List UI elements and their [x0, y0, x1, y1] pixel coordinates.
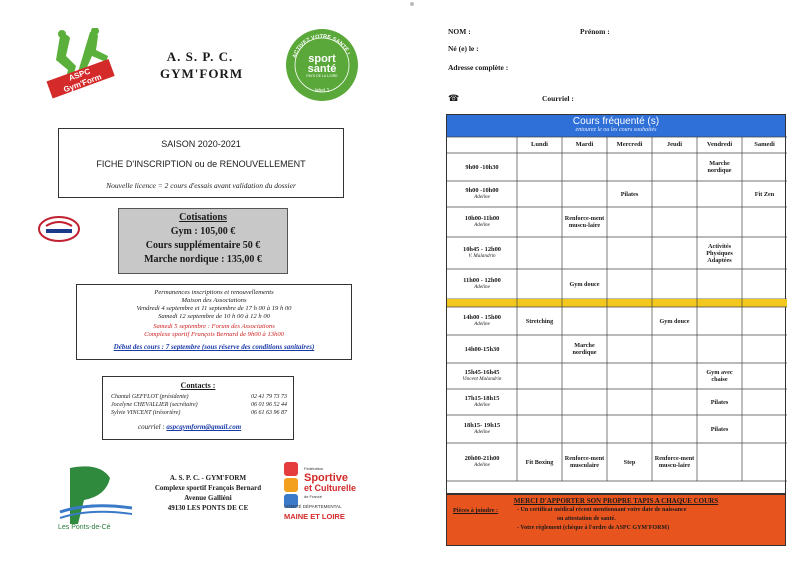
badge-arc-text: ACTIVEZ VOTRE SANTÉ !	[291, 33, 351, 59]
empty-cell	[698, 335, 741, 363]
course-cell[interactable]: Pilates	[710, 425, 729, 433]
sport-sante-badge	[285, 28, 359, 102]
adresse-field[interactable]	[516, 71, 776, 72]
empty-cell	[743, 389, 786, 415]
empty-cell	[518, 207, 561, 237]
time-slot	[447, 335, 517, 363]
address-line: 49130 LES PONTS DE CE	[167, 504, 249, 512]
empty-cell	[698, 269, 741, 299]
empty-cell	[653, 415, 696, 443]
time-label: 18h15- 19h15	[463, 422, 501, 429]
empty-cell	[518, 237, 561, 269]
prenom-label: Prénom :	[580, 27, 610, 36]
course-cell[interactable]: Renforce-ment muscu-laire	[654, 455, 695, 469]
cotisation-gym: Gym : 105,00 €	[170, 226, 236, 237]
time-label: 9h00 -10h30	[465, 163, 499, 171]
gymform-logo-text: ASPC Gym'Form	[62, 66, 103, 95]
empty-cell	[653, 335, 696, 363]
ffsc-line2: Sportive	[304, 472, 349, 484]
cotisations-title: Cotisations	[179, 212, 227, 223]
telephone-field[interactable]	[462, 101, 532, 102]
empty-cell	[608, 153, 651, 181]
season-title: SAISON 2020-2021	[161, 139, 241, 149]
course-cell[interactable]: Fit Boxing	[525, 458, 554, 466]
contact-name: Chantal GEFFLOT (présidente)	[111, 394, 189, 400]
empty-cell	[653, 153, 696, 181]
empty-cell	[608, 237, 651, 269]
gymform-logo	[40, 28, 120, 110]
empty-cell	[653, 269, 696, 299]
contact-row	[111, 410, 287, 416]
empty-cell	[563, 237, 606, 269]
contact-phone: 06 01 96 52 44	[251, 402, 287, 408]
licence-note: Nouvelle licence = 2 cours d'essais avant validation du dossier	[106, 181, 296, 190]
time-label: 9h00 -10h00	[465, 187, 499, 194]
address-line: A. S. P. C. - GYM'FORM	[169, 474, 247, 482]
empty-cell	[608, 363, 651, 389]
empty-cell	[743, 443, 786, 481]
instructor-label: Vincent Malandrin	[462, 376, 502, 382]
address-line: Avenue Galliéni	[184, 494, 232, 502]
time-label: 17h15-18h15	[464, 395, 500, 402]
course-cell[interactable]: Marche nordique	[572, 342, 597, 356]
pieces-label: Pièces à joindre :	[453, 507, 499, 514]
day-header-samedi: Samedi	[754, 141, 775, 148]
ponts-de-ce-label: Les Ponts-de-Cé	[58, 524, 111, 531]
pieces-line: ou attestation de santé.	[557, 516, 616, 522]
course-cell[interactable]: Stretching	[525, 317, 554, 325]
day-header-jeudi: Jeudi	[666, 141, 683, 148]
club-title-line1: A. S. P. C.	[166, 49, 234, 64]
footer-box	[446, 494, 786, 546]
time-label: 10h45 - 12h00	[463, 246, 501, 253]
course-cell[interactable]: Gym douce	[659, 317, 690, 325]
course-cell[interactable]: Activités Physiques Adaptées	[706, 242, 733, 264]
empty-cell	[743, 307, 786, 335]
time-label: 11h00 - 12h00	[463, 277, 501, 284]
empty-cell	[563, 415, 606, 443]
empty-cell	[653, 181, 696, 207]
badge-label: label 1	[314, 88, 330, 94]
prenom-field[interactable]	[616, 35, 766, 36]
contact-row	[111, 394, 287, 400]
empty-cell	[518, 153, 561, 181]
page-dot	[410, 2, 414, 6]
empty-cell	[743, 363, 786, 389]
telephone-icon: ☎	[448, 93, 460, 103]
empty-cell	[698, 207, 741, 237]
day-header-vendredi: Vendredi	[706, 141, 733, 148]
ffsc-dept: MAINE ET LOIRE	[284, 512, 345, 521]
perm-line: Permanences inscriptions et renouvellements	[154, 289, 274, 296]
footer-title: MERCI D'APPORTER SON PROPRE TAPIS A CHAQUE COURS	[513, 497, 719, 505]
empty-cell	[518, 269, 561, 299]
cotisation-marche: Marche nordique : 135,00 €	[144, 254, 262, 265]
perm-line: Vendredi 4 septembre et 11 septembre de 17 h 00 à 19 h 00	[136, 305, 292, 312]
perm-forum: Samedi 5 septembre : Forum des Associations	[153, 323, 275, 330]
empty-cell	[563, 181, 606, 207]
instructor-label: Adeline	[474, 402, 490, 408]
ne-le-label: Né (e) le :	[448, 44, 479, 53]
time-label: 15h45-16h45	[464, 369, 500, 376]
empty-cell	[743, 237, 786, 269]
federation-badge-icon	[38, 216, 80, 242]
instructor-label: Adeline	[474, 222, 490, 228]
empty-cell	[608, 335, 651, 363]
empty-cell	[608, 389, 651, 415]
day-header-mercredi: Mercredi	[616, 141, 643, 148]
courriel-label: courriel :	[138, 423, 165, 431]
empty-cell	[608, 307, 651, 335]
empty-cell	[743, 415, 786, 443]
midday-separator	[447, 299, 787, 307]
courriel-link[interactable]: aspcgymform@gmail.com	[166, 423, 242, 431]
instructor-label: Adeline	[474, 429, 490, 435]
ne-le-field[interactable]	[482, 52, 602, 53]
schedule-title: Cours fréquenté (s)	[572, 116, 660, 127]
course-cell[interactable]: Pilates	[710, 398, 729, 406]
instructor-label: Adeline	[474, 284, 490, 290]
time-slot	[447, 207, 517, 237]
time-slot	[447, 389, 517, 415]
time-label: 14h00 - 15h00	[463, 314, 501, 321]
empty-cell	[698, 181, 741, 207]
course-cell[interactable]: Step	[623, 458, 636, 466]
time-slot	[447, 269, 517, 299]
ffsc-logo	[282, 462, 380, 526]
empty-cell	[608, 269, 651, 299]
courriel-line	[138, 423, 298, 431]
empty-cell	[653, 363, 696, 389]
time-slot	[447, 307, 517, 335]
course-cell[interactable]: Fit Zen	[754, 190, 775, 198]
schedule-subtitle: entourez le ou les cours souhaités	[575, 127, 657, 133]
empty-cell	[743, 207, 786, 237]
empty-cell	[653, 207, 696, 237]
empty-cell	[608, 207, 651, 237]
empty-cell	[518, 335, 561, 363]
empty-cell	[653, 389, 696, 415]
empty-cell	[698, 443, 741, 481]
time-label: 10h00-11h00	[464, 215, 500, 222]
time-slot	[447, 153, 517, 181]
courriel-form-field[interactable]	[578, 102, 778, 103]
empty-cell	[743, 153, 786, 181]
empty-cell	[563, 153, 606, 181]
pieces-line: - Un certificat médical récent mentionnant votre date de naissance	[517, 507, 687, 513]
contact-phone: 02 41 79 73 73	[251, 394, 287, 400]
contact-row	[111, 402, 287, 408]
address-line: Complexe sportif François Bernard	[154, 484, 262, 492]
empty-cell	[563, 389, 606, 415]
empty-cell	[518, 389, 561, 415]
instructor-label: Adeline	[474, 194, 490, 200]
empty-cell	[653, 237, 696, 269]
contacts-title: Contacts :	[180, 381, 216, 390]
empty-cell	[518, 181, 561, 207]
ponts-de-ce-logo	[56, 462, 136, 526]
badge-region: PAYS DE LA LOIRE	[306, 74, 338, 78]
time-slot	[447, 415, 517, 443]
time-label: 20h00-21h00	[464, 455, 500, 462]
ffsc-line3: et Culturelle	[304, 483, 357, 493]
instructor-label: Adeline	[474, 462, 490, 468]
course-cell[interactable]: Marche nordique	[707, 160, 732, 174]
time-label: 14h00-15h30	[464, 345, 500, 353]
course-cell[interactable]: Gym douce	[569, 280, 600, 288]
courriel-form-label: Courriel :	[542, 94, 574, 103]
season-box	[58, 128, 344, 198]
empty-cell	[608, 415, 651, 443]
perm-line: Samedi 12 septembre de 10 h 00 à 12 h 00	[158, 313, 270, 320]
time-slot	[447, 443, 517, 481]
pieces-line: - Votre règlement (chèque à l'ordre de ASPC GYM'FORM)	[517, 525, 670, 531]
ffsc-comite: COMITÉ DÉPARTEMENTAL	[284, 504, 342, 509]
contact-name: Sylvie VINCENT (trésorière)	[111, 410, 181, 416]
badge-line1: sport	[308, 53, 336, 65]
nom-field[interactable]	[470, 35, 570, 36]
time-slot	[447, 363, 517, 389]
ffsc-line1: Fédération	[304, 466, 324, 471]
fiche-title: FICHE D'INSCRIPTION ou de RENOUVELLEMENT	[96, 159, 306, 169]
course-cell[interactable]: Pilates	[620, 190, 639, 198]
course-cell[interactable]: Gym avec chaise	[706, 369, 733, 383]
contact-phone: 06 61 63 96 87	[251, 410, 287, 416]
cotisation-supplement: Cours supplémentaire 50 €	[145, 240, 261, 251]
ffsc-line4: de France	[304, 494, 323, 499]
empty-cell	[743, 269, 786, 299]
instructor-label: Adeline	[474, 321, 490, 327]
perm-line: Maison des Associations	[181, 297, 247, 304]
empty-cell	[518, 363, 561, 389]
adresse-label: Adresse complète :	[448, 63, 509, 72]
badge-line2: santé	[307, 63, 337, 75]
empty-cell	[743, 335, 786, 363]
time-slot	[447, 237, 517, 269]
course-cell[interactable]: Renforce-ment muscu-laire	[564, 215, 605, 229]
time-slot	[447, 181, 517, 207]
contact-name: Jocelyne CHEVALLIER (secrétaire)	[111, 402, 198, 408]
day-header-lundi: Lundi	[531, 141, 548, 148]
perm-forum-place: Complexe sportif François Bernard de 9h00 à 13h00	[144, 331, 284, 338]
debut-cours: Début des cours : 7 septembre (sous réserve des conditions sanitaires)	[113, 343, 315, 351]
day-header-mardi: Mardi	[575, 141, 594, 148]
club-title	[160, 48, 244, 82]
empty-cell	[563, 363, 606, 389]
permanences-box	[76, 284, 352, 360]
course-cell[interactable]: Renforce-ment musculaire	[564, 455, 605, 469]
empty-cell	[563, 307, 606, 335]
schedule-table	[446, 114, 786, 494]
empty-cell	[698, 307, 741, 335]
empty-cell	[518, 415, 561, 443]
instructor-label: V. Malandrin	[468, 253, 496, 259]
club-title-line2: GYM'FORM	[160, 66, 244, 81]
nom-label: NOM :	[448, 27, 471, 36]
cotisations-box	[118, 208, 288, 274]
